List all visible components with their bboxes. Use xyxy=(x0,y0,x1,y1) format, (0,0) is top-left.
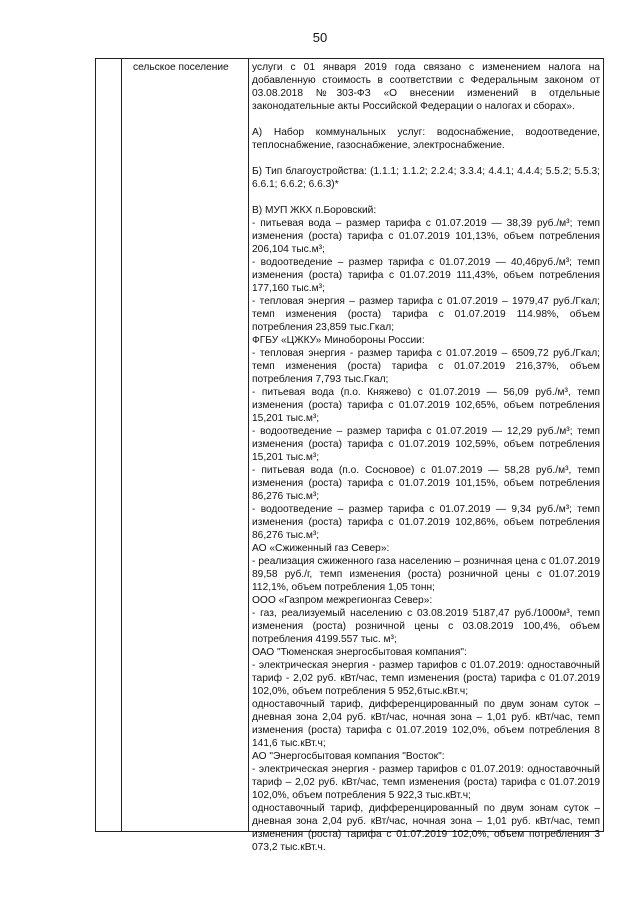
intro-paragraph: услуги с 01 января 2019 года связано с изменением налога на добавленную стоимость в соответствии с Федеральным законом от 03.08.2018 №303-ФЗ «О внесении изменений в отдельные законодательные акты Российской Федерации о налогах и сборах». xyxy=(252,62,600,112)
tariff-line: - тепловая энергия - размер тарифа с 01.07.2019 – 6509,72 руб./Гкал; темп изменения (роста) тарифа с 01.07.2019 216,37%, объем потребления 7,793 тыс.Гкал; xyxy=(252,348,600,385)
tariff-lines xyxy=(252,217,600,854)
tariff-line: - реализация сжиженного газа населению – розничная цена с 01.07.2019 89,58 руб./г, темп изменения (роста) розничной цены с 01.07.2019 112,1%, объем потребления 1,05 тонн; xyxy=(252,556,600,593)
page-number: 50 xyxy=(312,30,328,45)
tariff-line: - электрическая энергия - размер тарифов с 01.07.2019: одноставочный тариф – 2,02 руб. кВт/час, темп изменения (роста) тарифа с 01.07.2019 102,0%, объем потребления 5 922,3 тыс.кВт.ч; xyxy=(252,764,600,801)
tariff-line: - питьевая вода (п.о. Сосновое) с 01.07.2019 — 58,28 руб./м³, темп изменения (роста) тарифа с 01.07.2019 101,15%, объем потребления 86,276 тыс.м³; xyxy=(252,465,600,502)
description-cell xyxy=(248,61,604,854)
tariff-line: - водоотведение – размер тарифа с 01.07.2019 — 12,29 руб./м³; темп изменения (роста) тарифа с 01.07.2019 102,59%, объем потребления 15,201 тыс.м³; xyxy=(252,426,600,463)
services-paragraph: А) Набор коммунальных услуг: водоснабжение, водоотведение, теплоснабжение, газоснабжение, электроснабжение. xyxy=(252,127,600,151)
tariff-line: - водоотведение – размер тарифа с 01.07.2019 — 40,46руб./м³; темп изменения (роста) тарифа с 01.07.2019 111,43%, объем потребления 177,160 тыс.м³; xyxy=(252,257,600,294)
tariff-line: ОАО "Тюменская энергосбытовая компания": xyxy=(252,647,467,658)
municipality-cell: сельское поселение xyxy=(133,62,229,73)
section-v-heading: В) МУП ЖКХ п.Боровский: xyxy=(252,205,377,216)
tariff-line: ООО «Газпром межрегионгаз Север»: xyxy=(252,595,433,606)
tariff-line: ФГБУ «ЦЖКУ» Минобороны России: xyxy=(252,335,425,346)
improvement-paragraph: Б) Тип благоустройства: (1.1.1; 1.1.2; 2.2.4; 3.3.4; 4.4.1; 4.4.4; 5.5.2; 5.5.3; 6.6.1; 6.6.2; 6.6.3)* xyxy=(252,166,600,190)
tariff-line: - тепловая энергия – размер тарифа с 01.07.2019 – 1979,47 руб./Гкал; темп изменения (роста) тарифа с 01.07.2019 114.98%, объем потребления 23,859 тыс.Гкал; xyxy=(252,296,600,333)
tariff-line: одноставочный тариф, дифференцированный по двум зонам суток – дневная зона 2,04 руб. кВт/час, ночная зона – 1,01 руб. кВт/час, темп изменения (роста) тарифа с 01.07.2019 102,0%, объем потребления 8 141,6 тыс.кВт.ч; xyxy=(252,699,600,749)
tariff-line: АО "Энергосбытовая компания "Восток": xyxy=(252,751,445,762)
table-divider xyxy=(121,59,122,831)
tariff-table xyxy=(95,58,604,853)
tariff-line: - питьевая вода – размер тарифа с 01.07.2019 — 38,39 руб./м³; темп изменения (роста) тарифа с 01.07.2019 101,13%, объем потребления 206,104 тыс.м³; xyxy=(252,218,600,255)
tariff-line: - электрическая энергия - размер тарифов с 01.07.2019: одноставочный тариф - 2,02 руб. кВт/час, темп изменения (роста) тарифа с 01.07.2019 102,0%, объем потребления 5 952,6тыс.кВт.ч; xyxy=(252,660,600,697)
tariff-line: - газ, реализуемый населению с 03.08.2019 5187,47 руб./1000м³, темп изменения (роста) розничной цены с 03.08.2019 100,4%, объем потребления 4199.557 тыс. м³; xyxy=(252,608,600,645)
tariff-line: - питьевая вода (п.о. Княжево) с 01.07.2019 — 56,09 руб./м³, темп изменения (роста) тарифа с 01.07.2019 102,65%, объем потребления 15,201 тыс.м³; xyxy=(252,387,600,424)
tariff-line: одноставочный тариф, дифференцированный по двум зонам суток – дневная зона 2,04 руб. кВт/час, ночная зона – 1,01 руб. кВт/час, темп изменения (роста) тарифа с 01.07.2019 102,0%, объем потребления 3 073,2 тыс.кВт.ч. xyxy=(252,803,600,853)
tariff-line: АО «Сжиженный газ Север»: xyxy=(252,543,390,554)
tariff-line: - водоотведение – размер тарифа с 01.07.2019 — 9,34 руб./м³; темп изменения (роста) тарифа с 01.07.2019 102,86%, объем потребления 86,276 тыс.м³; xyxy=(252,504,600,541)
